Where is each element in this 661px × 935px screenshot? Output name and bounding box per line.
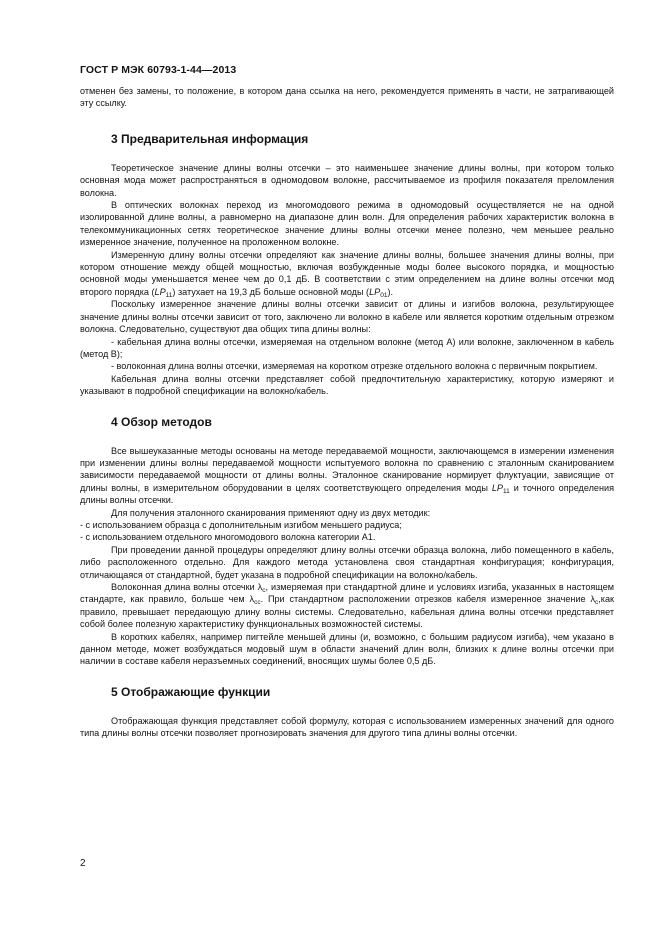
page-number: 2 <box>80 858 86 869</box>
section-3-paragraph-3: Измеренную длину волны отсечки определяют как значение длины волны, большее значения длины волны, при котором отношение между общей мощностью, включая возбужденные моды более высокого порядка, и мощностью основной моды уменьшается менее чем до 0,1 дБ. В соответствии с этим определением на длине волны отсечки мод второго порядка $(LP_{11})$ затухает на 19,3 дБ больше основной моды $(LP_{01})$. <box>80 249 614 299</box>
section-4-list-item-2: - с использованием отдельного многомодового волокна категории А1. <box>80 532 376 543</box>
section-4-heading: 4 Обзор методов <box>111 414 212 429</box>
intro-paragraph: отменен без замены, то положение, в котором дана ссылка на него, рекомендуется применять в части, не затрагивающей эту ссылку. <box>80 86 614 109</box>
section-5-heading: 5 Отображающие функции <box>111 684 271 699</box>
section-4-paragraph-2: Для получения эталонного сканирования применяют одну из двух методик: <box>111 507 431 518</box>
section-4-paragraph-5: В коротких кабелях, например пигтейле меньшей длины (и, возможно, с большим радиусом изгиба), чем указано в данном методе, может возбуждаться модовый шум в области значений длин волн, близких к длине волны отсечки при наличии в составе кабеля неразъемных соединений, вносящих шумы более 0,5 дБ. <box>80 631 614 667</box>
document-header: ГОСТ Р МЭК 60793-1-44—2013 <box>80 64 237 76</box>
section-3-paragraph-4: Поскольку измеренное значение длины волны отсечки зависит от длины и изгибов волокна, результирующее значение длины волны отсечки зависит от того, заключено ли волокно в кабеле или является коротким отдельным отрезком волокна. Следовательно, существуют два общих типа длины волны: <box>80 299 614 335</box>
section-4-paragraph-1: Все вышеуказанные методы основаны на методе передаваемой мощности, заключающемся в измерении изменения при изменении длины волны передаваемой мощности испытуемого волокна по сравнению с эталонным сканированием зависимости передаваемой мощности от длины волны. Эталонное сканирование нормирует флуктуации, зависящие от длины волны, в измерительном оборудовании в целях соответствующего определения моды $LP_{11}$ и точного определения длины волны отсечки. <box>80 445 615 506</box>
section-5-paragraph-1: Отображающая функция представляет собой формулу, которая с использованием измеренных значений для одного типа длины волны отсечки позволяет прогнозировать значения для другого типа длины волны отсечки. <box>80 715 614 739</box>
section-3-heading: 3 Предварительная информация <box>111 131 309 146</box>
section-3-list-item-2: - волоконная длина волны отсечки, измеряемая на коротком отрезке отдельного волокна с первичным покрытием. <box>111 361 598 372</box>
section-4-list-item-1: - с использованием образца с дополнительным изгибом меньшего радиуса; <box>80 519 402 530</box>
section-3-list-item-1: - кабельная длина волны отсечки, измеряемая на отдельном волокне (метод А) или волокне, заключенном в кабель (метод В); <box>80 336 614 359</box>
section-3-paragraph-5: Кабельная длина волны отсечки представляет собой предпочтительную характеристику, которую измеряют и указывают в подробной спецификации на волокно/кабель. <box>80 373 614 397</box>
section-4-paragraph-4: Волоконная длина волны отсечки $\lambda_c$, измеряемая при стандартной длине и условиях изгиба, указанных в настоящем стандарте, как правило, больше чем $\lambda_{cc}$. При стандартном расположении отрезков кабеля измеренное значение $\lambda_c,как$ правило, превышает передающую длину волны системы. Следовательно, кабельная длина волны отсечки представляет собой более полезную характеристику функциональных возможностей системы. <box>80 582 614 630</box>
section-3-paragraph-2: В оптических волокнах переход из многомодового режима в одномодовый осуществляется не на одной изолированной длине волны, а равномерно на диапазоне длин волн. Для определения рабочих характеристик волокна в телекоммуникационных сетях теоретическое значение длины волны отсечки менее полезно, чем меньшее реально измеренное значение, полученное на проложенном волокне. <box>80 200 614 248</box>
section-3-paragraph-1: Теоретическое значение длины волны отсечки – это наименьшее значение длины волны, при котором только основная мода может распространяться в одномодовом волокне, рассчитываемое из профиля показателя преломления волокна. <box>80 162 614 198</box>
document-body <box>80 85 614 740</box>
section-4-paragraph-3: При проведении данной процедуры определяют длину волны отсечки образца волокна, либо помещенного в кабель, либо расположенного отдельно. Для каждого метода установлена своя стандартная конфигурация; конфигурация, отличающаяся от стандартной, будет указана в подробной спецификации на волокно/кабель. <box>80 544 614 580</box>
